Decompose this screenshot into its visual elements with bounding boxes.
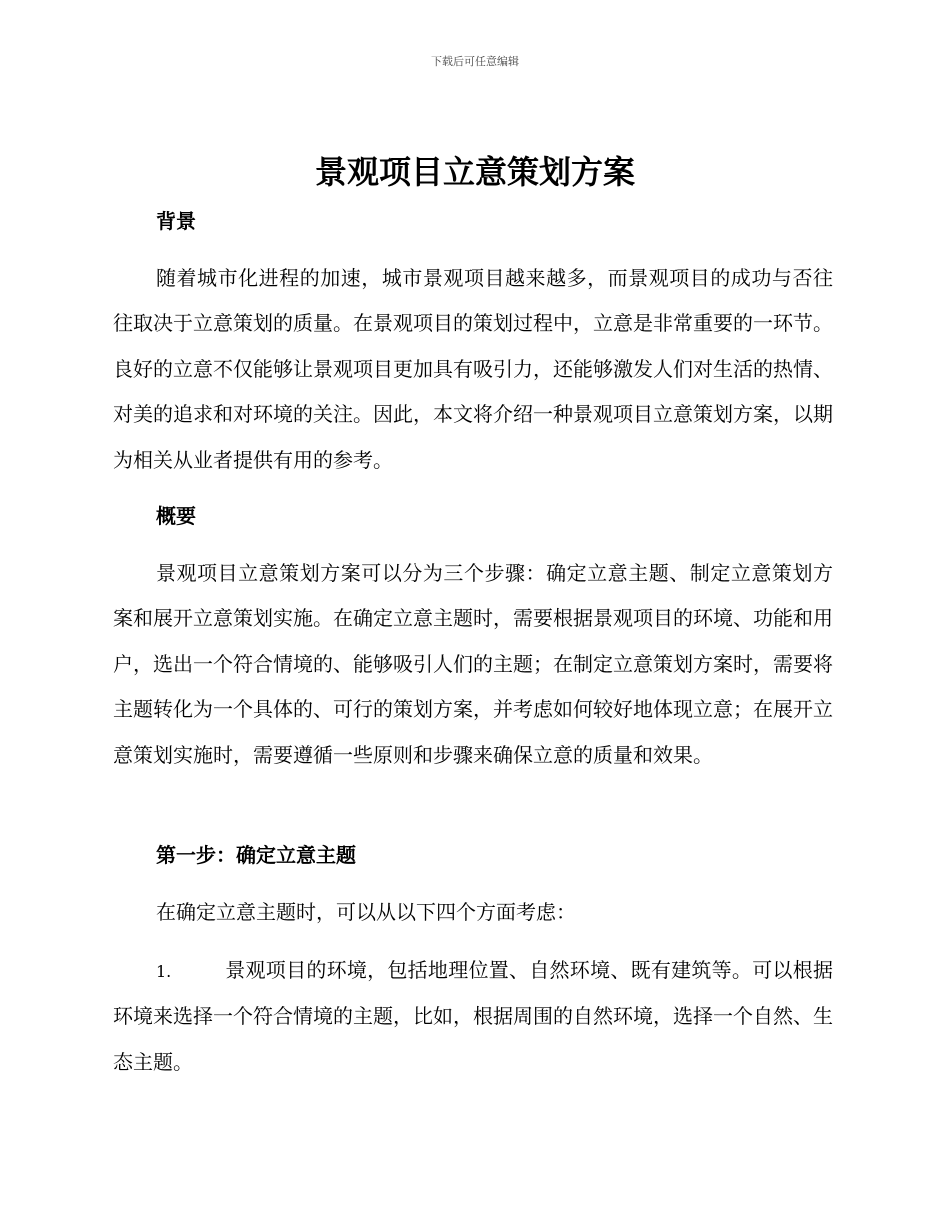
document-title: 景观项目立意策划方案 [314, 153, 635, 191]
header-note: 下载后可任意编辑 [431, 55, 519, 68]
section-paragraph-background: 随着城市化进程的加速，城市景观项目越来越多，而景观项目的成功与否往往取决于立意策划的质量。在景观项目的策划过程中，立意是非常重要的一环节。良好的立意不仅能够让景观项目更加具有吸引力，还能够激发人们对生活的热情、对美的追求和对环境的关注。因此，本文将介绍一种景观项目立意策划方案，以期为相关从业者提供有用的参考。 [113, 266, 833, 472]
section-heading-overview: 概要 [156, 504, 196, 528]
list-item-text: 景观项目的环境，包括地理位置、自然环境、既有建筑等。可以根据环境来选择一个符合情境的主题，比如，根据周围的自然环境，选择一个自然、生态主题。 [113, 958, 833, 1074]
section-paragraph-step-one: 在确定立意主题时，可以从以下四个方面考虑： [156, 900, 576, 924]
list-item [113, 948, 833, 1085]
list-item-number: 1. [156, 962, 172, 981]
section-heading-background: 背景 [156, 209, 196, 233]
section-heading-step-one: 第一步：确定立意主题 [156, 843, 356, 867]
section-paragraph-overview: 景观项目立意策划方案可以分为三个步骤：确定立意主题、制定立意策划方案和展开立意策划实施。在确定立意主题时，需要根据景观项目的环境、功能和用户，选出一个符合情境的、能够吸引人们的主题；在制定立意策划方案时，需要将主题转化为一个具体的、可行的策划方案，并考虑如何较好地体现立意；在展开立意策划实施时，需要遵循一些原则和步骤来确保立意的质量和效果。 [113, 561, 833, 767]
